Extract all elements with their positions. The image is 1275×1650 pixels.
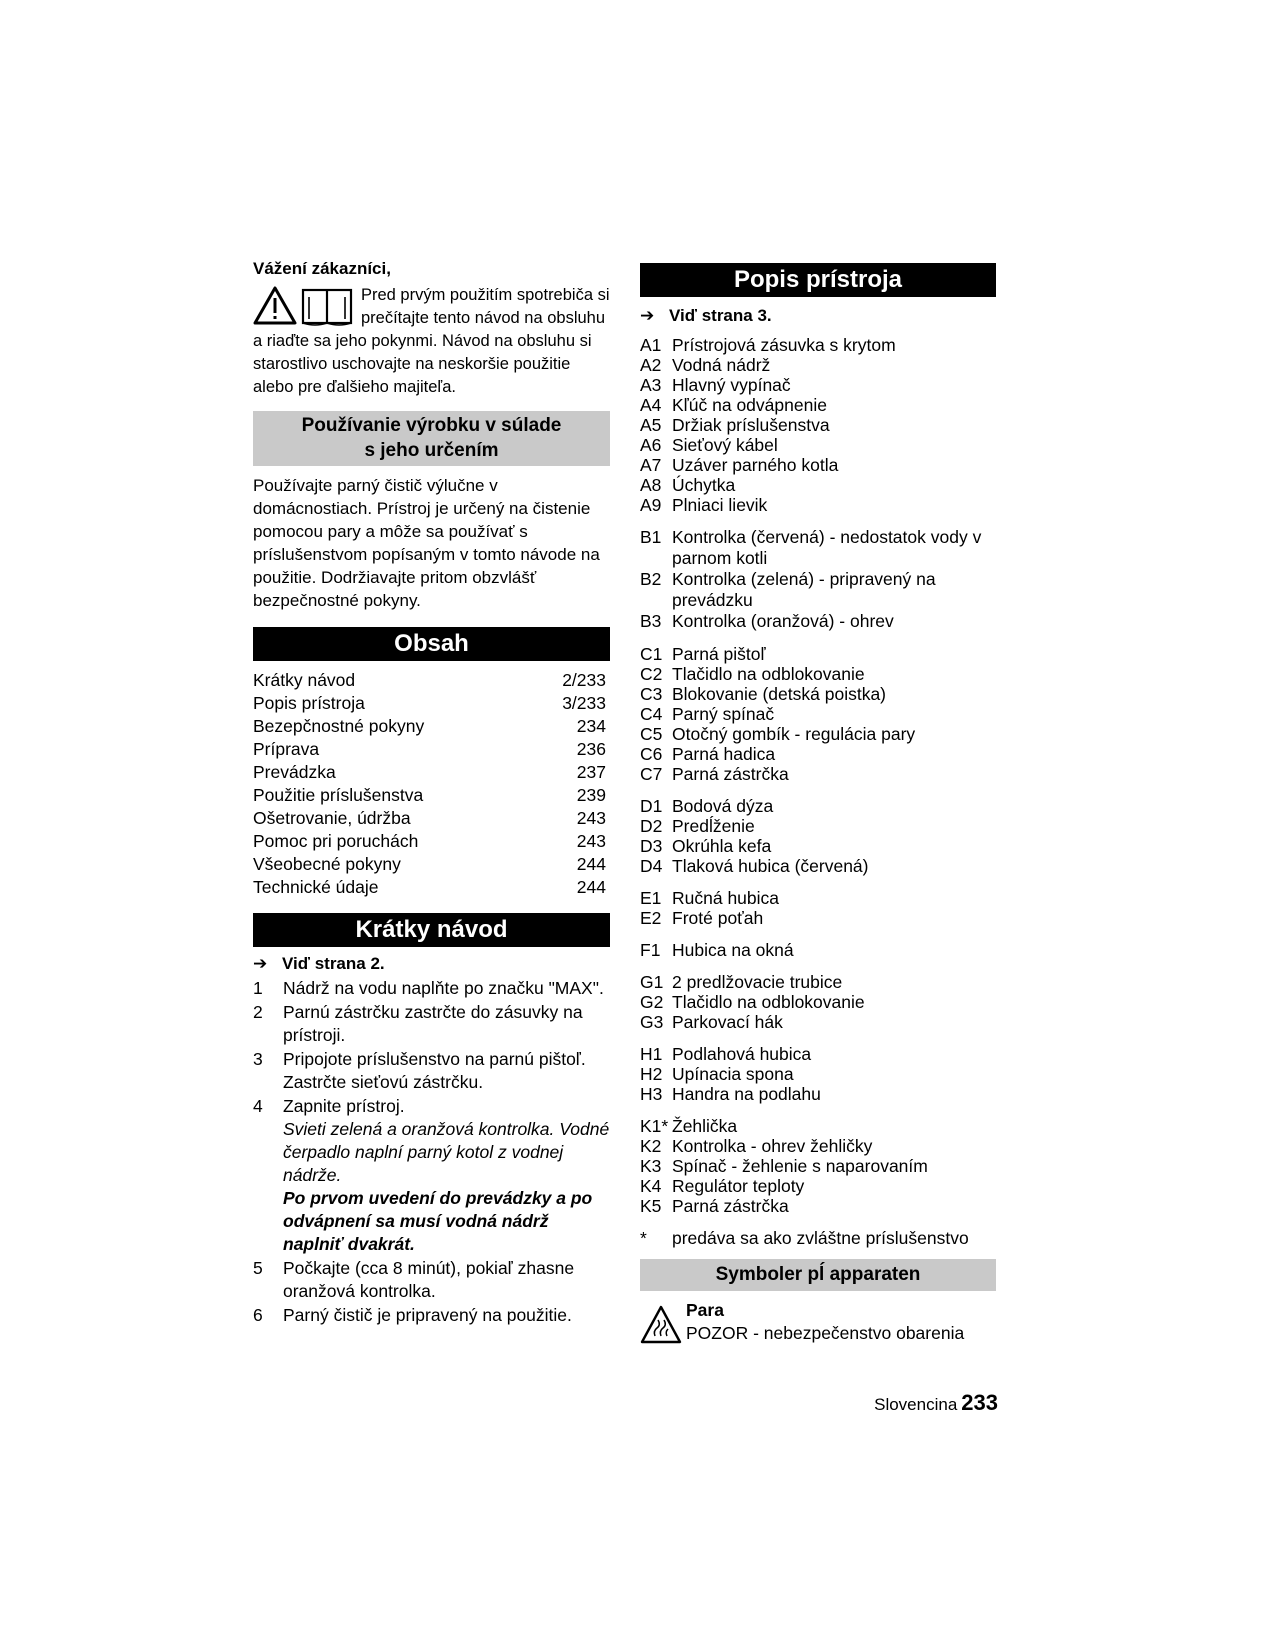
intro-text: Pred prvým použitím spotrebiča si prečítajte tento návod na obsluhu a riaďte sa jeho pokynmi. Návod na obsluhu si starostlivo uschovajte na neskoršie použitie alebo pre ďalšieho majiteľa.: [253, 286, 610, 396]
part-code: A6: [640, 435, 662, 455]
toc-item: [253, 669, 606, 692]
symbols-heading: Symboler pĺ apparaten: [640, 1259, 996, 1291]
part-item: [640, 1136, 996, 1156]
part-text: Kontrolka (červená) - nedostatok vody v parnom kotli: [672, 527, 982, 568]
part-code: A4: [640, 395, 662, 415]
toc-item-page: 244: [576, 854, 606, 874]
step-text: Zapnite prístroj.: [283, 1096, 405, 1116]
see-page-text: Viď strana 2.: [282, 954, 385, 973]
part-code: E1: [640, 888, 662, 908]
toc-item-label: Popis prístroja: [253, 693, 365, 713]
part-code: C4: [640, 704, 663, 724]
description-see-page: [640, 305, 996, 327]
part-text: Handra na podlahu: [672, 1084, 821, 1104]
symbol-row: [640, 1299, 996, 1345]
part-code: D1: [640, 796, 663, 816]
intended-use-heading: [253, 411, 610, 466]
step-body: [283, 1048, 610, 1094]
toc-item: [253, 853, 606, 876]
part-item: [640, 1044, 996, 1064]
part-text: Kontrolka (oranžová) - ohrev: [672, 611, 894, 631]
part-item: [640, 1176, 996, 1196]
part-code: K5: [640, 1196, 662, 1216]
toc-item: [253, 876, 606, 899]
toc-item-label: Technické údaje: [253, 877, 379, 897]
part-text: Prístrojová zásuvka s krytom: [672, 335, 896, 355]
toc-item-label: Ošetrovanie, údržba: [253, 808, 411, 828]
see-page-text: Viď strana 3.: [669, 306, 772, 325]
part-item: [640, 1084, 996, 1104]
step-item: [253, 1304, 610, 1327]
part-code: K3: [640, 1156, 662, 1176]
part-code: K2: [640, 1136, 662, 1156]
part-text: Držiak príslušenstva: [672, 415, 830, 435]
part-code: C6: [640, 744, 663, 764]
part-item: [640, 435, 996, 455]
parts-group: [640, 1044, 996, 1104]
part-text: Podlahová hubica: [672, 1044, 812, 1064]
part-code: A9: [640, 495, 662, 515]
part-code: G1: [640, 972, 664, 992]
part-code: A1: [640, 335, 662, 355]
part-text: Kontrolka - ohrev žehličky: [672, 1136, 873, 1156]
part-text: Otočný gombík - regulácia pary: [672, 724, 916, 744]
toc-item-label: Bezepčnostné pokyny: [253, 716, 425, 736]
open-book-icon: [303, 290, 351, 325]
parts-list: [640, 335, 996, 1248]
part-item: [640, 1116, 996, 1136]
part-text: Parná zástrčka: [672, 764, 789, 784]
part-text: Úchytka: [672, 475, 736, 495]
part-item: [640, 611, 996, 632]
page-footer: [870, 1390, 998, 1418]
quick-guide-heading: Krátky návod: [253, 913, 610, 947]
step-text: Nádrž na vodu naplňte po značku "MAX".: [283, 978, 604, 998]
part-item: [640, 415, 996, 435]
step-warning: Po prvom uvedení do prevádzky a po odvápnení sa musí vodná nádrž naplniť dvakrát.: [283, 1188, 593, 1254]
toc-item-page: 244: [576, 877, 606, 897]
step-text: Parnú zástrčku zastrčte do zásuvky na prístroji.: [283, 1002, 583, 1045]
part-code: C3: [640, 684, 663, 704]
intended-use-text: Používajte parný čistič výlučne v domácnostiach. Prístroj je určený na čistenie pomocou pary a môže sa používať s príslušenstvom popísaným v tomto návode na použitie. Dodržiavajte pritom obzvlášť bezpečnostné pokyny.: [253, 476, 600, 610]
parts-group: [640, 1228, 996, 1248]
part-text: 2 predlžovacie trubice: [672, 972, 843, 992]
parts-group: [640, 940, 996, 960]
part-item: [640, 664, 996, 684]
part-code: B2: [640, 569, 662, 589]
part-item: [640, 992, 996, 1012]
part-text: Upínacia spona: [672, 1064, 794, 1084]
part-item: [640, 972, 996, 992]
page-number: 233: [961, 1390, 998, 1415]
part-text: Sieťový kábel: [672, 435, 778, 455]
arrow-right-icon: ➔: [640, 306, 655, 325]
part-text: Tlačidlo na odblokovanie: [672, 664, 865, 684]
toc-item-label: Prevádzka: [253, 762, 336, 782]
part-item: [640, 475, 996, 495]
part-text: Žehlička: [672, 1116, 738, 1136]
step-item: [253, 1048, 610, 1094]
step-body: [283, 1095, 610, 1256]
parts-group: [640, 335, 996, 515]
toc-item-page: 237: [576, 762, 606, 782]
step-body: [283, 1001, 610, 1047]
toc-heading: Obsah: [253, 627, 610, 661]
part-item: [640, 704, 996, 724]
part-code: H1: [640, 1044, 663, 1064]
part-text: Predĺženie: [672, 816, 755, 836]
part-text: Spínač - žehlenie s naparovaním: [672, 1156, 928, 1176]
part-item: [640, 940, 996, 960]
quick-guide-see-page: [253, 953, 610, 975]
toc-item: [253, 784, 606, 807]
symbol-title: Para: [686, 1300, 724, 1320]
part-text: Froté poťah: [672, 908, 764, 928]
part-item: [640, 888, 996, 908]
toc-item: [253, 761, 606, 784]
part-code: K1*: [640, 1116, 669, 1136]
part-text: Kontrolka (zelená) - pripravený na prevádzku: [672, 569, 936, 610]
symbol-text: POZOR - nebezpečenstvo obarenia: [686, 1323, 965, 1343]
part-text: Hubica na okná: [672, 940, 794, 960]
part-item: [640, 455, 996, 475]
part-item: [640, 816, 996, 836]
part-text: Blokovanie (detská poistka): [672, 684, 886, 704]
parts-group: [640, 1116, 996, 1216]
right-column: [640, 250, 996, 1345]
step-text: Počkajte (cca 8 minút), pokiaľ zhasne oranžová kontrolka.: [283, 1258, 575, 1301]
step-number: 5: [253, 1258, 263, 1278]
step-number: 2: [253, 1002, 263, 1022]
parts-group: [640, 527, 996, 632]
part-code: B1: [640, 527, 662, 547]
step-item: [253, 1257, 610, 1303]
part-item: [640, 764, 996, 784]
toc-item-label: Použitie príslušenstva: [253, 785, 424, 805]
part-code: C2: [640, 664, 663, 684]
toc-item-page: 3/233: [562, 693, 606, 713]
part-text: Plniaci lievik: [672, 495, 768, 515]
step-item: [253, 1095, 610, 1256]
parts-group: [640, 644, 996, 784]
part-item: [640, 796, 996, 816]
part-code: A5: [640, 415, 662, 435]
toc-item-page: 236: [576, 739, 606, 759]
part-item: [640, 375, 996, 395]
part-item: [640, 644, 996, 664]
step-text: Parný čistič je pripravený na použitie.: [283, 1305, 572, 1325]
description-heading: Popis prístroja: [640, 263, 996, 297]
part-item: [640, 335, 996, 355]
part-item: [640, 856, 996, 876]
part-text: Uzáver parného kotla: [672, 455, 839, 475]
part-code: C7: [640, 764, 663, 784]
arrow-right-icon: ➔: [253, 954, 268, 973]
toc-item: [253, 715, 606, 738]
part-text: Parná hadica: [672, 744, 776, 764]
toc-item: [253, 830, 606, 853]
step-body: [283, 977, 610, 1000]
part-code: F1: [640, 940, 661, 960]
part-item: [640, 1064, 996, 1084]
part-item: [640, 355, 996, 375]
part-text: Parný spínač: [672, 704, 775, 724]
part-item: [640, 724, 996, 744]
part-code: C5: [640, 724, 663, 744]
toc-item-page: 239: [576, 785, 606, 805]
part-text: Okrúhla kefa: [672, 836, 772, 856]
part-text: Ručná hubica: [672, 888, 780, 908]
part-code: D2: [640, 816, 663, 836]
part-item: [640, 495, 996, 515]
toc-item-label: Príprava: [253, 739, 320, 759]
part-code: B3: [640, 611, 662, 631]
part-text: Tlaková hubica (červená): [672, 856, 869, 876]
warning-manual-icons: [253, 285, 355, 327]
part-item: [640, 744, 996, 764]
footer-language: Slovencina: [874, 1395, 958, 1414]
toc-item-page: 243: [576, 831, 606, 851]
parts-group: [640, 888, 996, 928]
intro-paragraph: [253, 284, 610, 399]
toc-item-label: Pomoc pri poruchách: [253, 831, 419, 851]
left-column: [253, 250, 610, 1327]
part-code: A8: [640, 475, 662, 495]
step-number: 1: [253, 978, 263, 998]
part-code: G2: [640, 992, 664, 1012]
part-text: Regulátor teploty: [672, 1176, 805, 1196]
part-code: D4: [640, 856, 663, 876]
step-number: 3: [253, 1049, 263, 1069]
part-item: [640, 395, 996, 415]
toc-item-label: Krátky návod: [253, 670, 356, 690]
part-text: Parná zástrčka: [672, 1196, 789, 1216]
toc-item-label: Všeobecné pokyny: [253, 854, 401, 874]
part-text: Kľúč na odvápnenie: [672, 395, 827, 415]
step-text: Pripojote príslušenstvo na parnú pištoľ. Zastrčte sieťovú zástrčku.: [283, 1049, 586, 1092]
part-text: predáva sa ako zvláštne príslušenstvo: [672, 1228, 969, 1248]
step-item: [253, 1001, 610, 1047]
part-item: [640, 908, 996, 928]
toc-item-page: 243: [576, 808, 606, 828]
toc-item: [253, 738, 606, 761]
part-item: [640, 1228, 996, 1248]
intended-use-heading-line2: s jeho určením: [364, 440, 499, 461]
part-item: [640, 836, 996, 856]
part-code: E2: [640, 908, 662, 928]
part-item: [640, 684, 996, 704]
hot-steam-warning-icon: [640, 1305, 682, 1345]
step-number: 6: [253, 1305, 263, 1325]
part-code: A2: [640, 355, 662, 375]
parts-group: [640, 796, 996, 876]
toc-item-page: 2/233: [562, 670, 606, 690]
part-code: C1: [640, 644, 663, 664]
part-text: Hlavný vypínač: [672, 375, 791, 395]
step-number: 4: [253, 1096, 263, 1116]
part-code: H2: [640, 1064, 663, 1084]
part-text: Tlačidlo na odblokovanie: [672, 992, 865, 1012]
toc-list: [253, 669, 610, 899]
part-code: *: [640, 1228, 647, 1248]
part-text: Parná pištoľ: [672, 644, 766, 664]
toc-item-page: 234: [576, 716, 606, 736]
intended-use-heading-line1: Používanie výrobku v súlade: [301, 415, 562, 436]
part-code: A3: [640, 375, 662, 395]
step-body: [283, 1304, 610, 1327]
part-text: Parkovací hák: [672, 1012, 783, 1032]
part-code: A7: [640, 455, 662, 475]
part-code: K4: [640, 1176, 662, 1196]
part-item: [640, 569, 996, 611]
part-code: G3: [640, 1012, 664, 1032]
part-item: [640, 1012, 996, 1032]
step-note: Svieti zelená a oranžová kontrolka. Vodné čerpadlo naplní parný kotol z vodnej nádrže.: [283, 1119, 610, 1185]
symbol-description: [686, 1299, 964, 1345]
parts-group: [640, 972, 996, 1032]
part-code: H3: [640, 1084, 663, 1104]
part-text: Vodná nádrž: [672, 355, 771, 375]
part-text: Bodová dýza: [672, 796, 774, 816]
toc-item: [253, 692, 606, 715]
part-code: D3: [640, 836, 663, 856]
step-body: [283, 1257, 610, 1303]
warning-triangle-icon: [255, 288, 295, 323]
part-item: [640, 1196, 996, 1216]
toc-item: [253, 807, 606, 830]
part-item: [640, 1156, 996, 1176]
part-item: [640, 527, 996, 569]
step-item: [253, 977, 610, 1000]
greeting: Vážení zákazníci,: [253, 259, 391, 278]
quick-guide-steps: [253, 977, 610, 1327]
